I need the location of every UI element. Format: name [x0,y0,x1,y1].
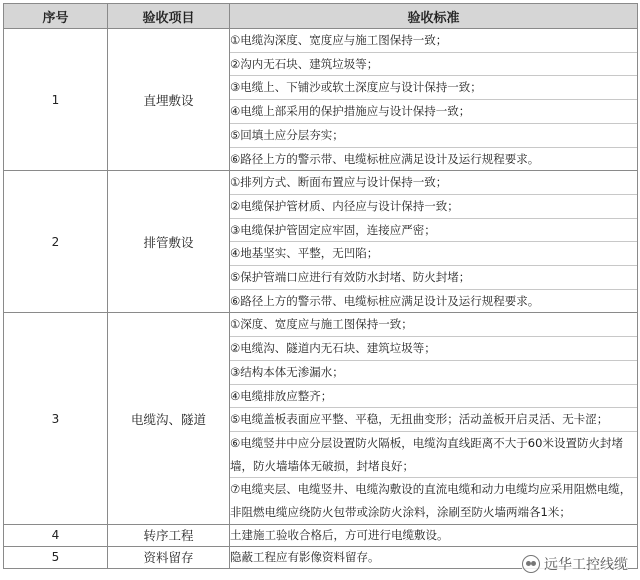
row-no: 3 [4,313,108,524]
row-item: 直埋敷设 [108,29,230,171]
row-standards [230,29,638,171]
watermark [522,554,628,574]
standard-line: ①排列方式、断面布置应与设计保持一致； [230,171,637,195]
standard-line: ⑤电缆盖板表面应平整、平稳，无扭曲变形；活动盖板开启灵活、无卡涩； [230,408,637,432]
table-row [4,313,638,524]
table-row [4,29,638,171]
row-standards [230,171,638,313]
standard-line: ①电缆沟深度、宽度应与施工图保持一致； [230,29,637,53]
standard-line: ②电缆保护管材质、内径应与设计保持一致； [230,195,637,219]
standard-line: ③电缆上、下铺沙或软土深度应与设计保持一致； [230,76,637,100]
standard-line: ④电缆排放应整齐； [230,385,637,409]
row-standard: 土建施工验收合格后，方可进行电缆敷设。 [230,524,638,546]
watermark-text: 远华工控线缆 [544,557,628,573]
standard-line: ⑥路径上方的警示带、电缆标桩应满足设计及运行规程要求。 [230,293,540,308]
row-item: 排管敷设 [108,171,230,313]
row-standards [230,313,638,524]
standard-line: ②电缆沟、隧道内无石块、建筑垃圾等； [230,337,637,361]
table-row [4,524,638,546]
row-item: 转序工程 [108,524,230,546]
table-header-row [4,4,638,29]
standard-line: ①深度、宽度应与施工图保持一致； [230,313,637,337]
standard-line: ⑥路径上方的警示带、电缆标桩应满足设计及运行规程要求。 [230,151,540,166]
standard-line: ④电缆上部采用的保护措施应与设计保持一致； [230,100,637,124]
standard-line: ⑤保护管端口应进行有效防水封堵、防火封堵； [230,266,637,290]
row-item: 电缆沟、隧道 [108,313,230,524]
wechat-icon [522,555,540,573]
row-no: 4 [4,524,108,546]
row-no: 1 [4,29,108,171]
acceptance-table [3,3,638,569]
standard-line: ④地基坚实、平整，无凹陷； [230,242,637,266]
row-no: 2 [4,171,108,313]
row-no: 5 [4,546,108,568]
row-standard: 隐蔽工程应有影像资料留存。 [230,546,638,568]
standard-line: ⑥电缆竖井中应分层设置防火隔板，电缆沟直线距离不大于60米设置防火封堵墙，防火墙墙体无破损，封堵良好； [230,432,637,478]
header-no: 序号 [4,4,108,29]
standard-line: ③结构本体无渗漏水； [230,361,637,385]
row-item: 资料留存 [108,546,230,568]
standard-line: ②沟内无石块、建筑垃圾等； [230,53,637,77]
header-item: 验收项目 [108,4,230,29]
table-row [4,171,638,313]
header-standard: 验收标准 [230,4,638,29]
standard-line: ③电缆保护管固定应牢固，连接应严密； [230,219,637,243]
standard-line: ⑦电缆夹层、电缆竖井、电缆沟敷设的直流电缆和动力电缆均应采用阻燃电缆，非阻燃电缆应绕防火包带或涂防火涂料，涂刷至防火墙两端各1米； [230,482,632,520]
standard-line: ⑤回填土应分层夯实； [230,124,637,148]
